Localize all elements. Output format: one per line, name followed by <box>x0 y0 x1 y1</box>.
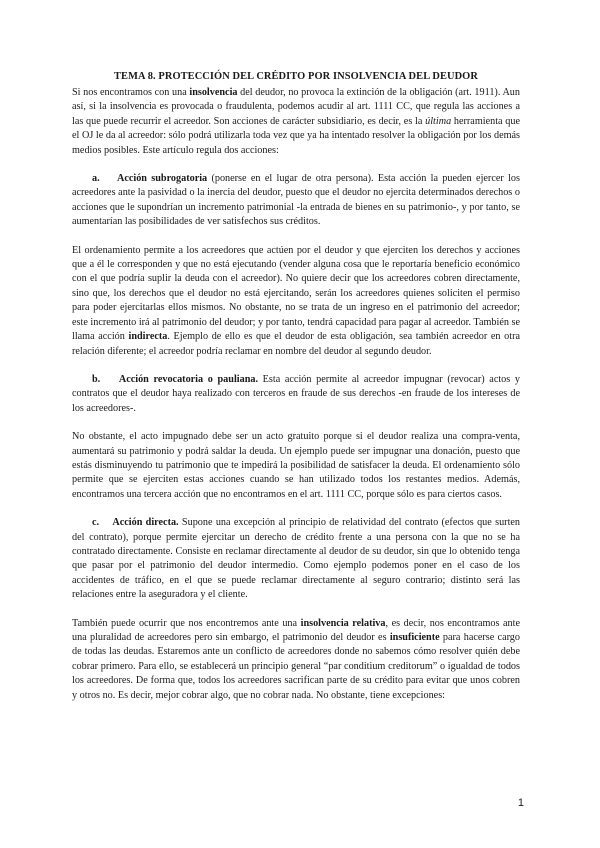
section-a-paragraph <box>72 172 520 230</box>
section-b-paragraph <box>72 373 520 416</box>
text-run: . Ejemplo de ello es que el deudor de esta obligación, sea también acreedor en otra relación diferente; el acreedor podría reclamar en nombre del deudor al segundo deudor. <box>72 331 520 357</box>
bold-term: insolvencia <box>189 87 238 98</box>
text-run: , es decir, nos encontramos ante una pluralidad de acreedores pero sin embargo, el patrimonio del deudor es <box>72 617 521 643</box>
text-run: Esta acción permite al acreedor impugnar (revocar) actos y contratos que el deudor haya realizado con terceros en fraude de sus derechos -en fraude de los intereses de los acreedores-. <box>72 373 520 414</box>
italic-term: última <box>425 115 452 127</box>
text-run: El ordenamiento permite a los acreedores que actúen por el deudor y que ejerciten los derechos y acciones que a él le corresponden y que no está ejecutando (vender alguna cosa que le reportaría beneficio económico con el que podría suplir la deuda con el acreedor). No quiere decir que los acreedores cobren directamente, sino que, los derechos que el deudor no está ejercitando, serán los acreedores quienes soliciten el permiso para poder ejercitarlas ellos mismos. No obstante, no se trata de un ingreso en el patrimonio del acreedor; este incremento irá al patrimonio del deudor; y por tanto, tendrá capacidad para pagar al acreedor. También se llama acción <box>72 244 520 343</box>
text-run: (ponerse en el lugar de otra persona). Esta acción la pueden ejercer los acreedores ante la pasividad o la inercia del deudor, puesto que el deudor no ejercita determinados derechos o acciones que le supondrían un incremento patrimonial -la entrada de bienes en su patrimonio-, y por tanto, se aumentarían las posibilidades de ver satisfechos sus créditos. <box>72 173 520 228</box>
page-number: 1 <box>517 797 524 809</box>
text-run: para hacerse cargo de todas las deudas. Estaremos ante un conflicto de acreedores donde no sabemos cómo resolver quién debe cobrar primero. Para ello, se establecerá un principio general “par conditium creditorum” o igualdad de todos los acreedores. De forma que, todos los acreedores sacrifican parte de su crédito para evitar que unos cobren y otros no. Es decir, mejor cobrar algo, que no cobrar nada. No obstante, tiene excepciones: <box>72 632 520 701</box>
section-heading: Acción revocatoria o pauliana. <box>118 373 259 385</box>
list-marker: c. <box>92 517 100 529</box>
bold-term: indirecta <box>128 331 168 343</box>
page-title: TEMA 8. PROTECCIÓN DEL CRÉDITO POR INSOLVENCIA DEL DEUDOR <box>114 71 478 82</box>
text-run: herramienta que el OJ le da al acreedor: sólo podrá utilizarla toda vez que ya ha intentado resolver la obligación por los demás medios posibles. Este artículo regula dos acciones: <box>72 115 520 156</box>
intro-paragraph <box>72 86 520 158</box>
noobstante-paragraph: No obstante, el acto impugnado debe ser un acto gratuito porque si el deudor realiza una compra-venta, aumentará su patrimonio y podrá saldar la deuda. Un ejemplo puede ser impugnar una donación, puesto que estás disminuyendo tu patrimonio que te impedirá la posibilidad de satisfacer la deuda. El ordenamiento sólo permite que se ejerciten estas acciones cuando se han utilizado todos los restantes medios. Además, encontramos una tercera acción que no encontramos en el art. 1111 CC, porque sólo es para ciertos casos. <box>72 431 520 500</box>
text-run: Supone una excepción al principio de relatividad del contrato (efectos que surten del contrato), porque permite ejercitar un derecho de crédito frente a una persona con la que no se ha contratado directamente. Consiste en reclamar directamente al deudor de su deudor, sin que lo obtenido tenga que pasar por el patrimonio del deudor intermedio. Como ejemplo podemos poner en el caso de los accidentes de tráfico, en el que se puede reclamar directamente al seguro contrario; distinto será las relaciones entre la aseguradora y el cliente. <box>72 517 521 601</box>
text-run: Si nos encontramos con una <box>72 87 190 98</box>
tambien-paragraph <box>72 617 520 703</box>
list-marker: a. <box>92 173 100 185</box>
list-marker: b. <box>92 373 101 385</box>
bold-term: insolvencia relativa <box>300 617 386 629</box>
ordenamiento-paragraph <box>72 244 520 359</box>
section-heading: Acción subrogatoria <box>116 173 208 185</box>
text-run: También puede ocurrir que nos encontremos ante una <box>72 617 301 629</box>
bold-term: insuficiente <box>389 632 440 643</box>
section-heading: Acción directa. <box>112 517 179 529</box>
text-run: del deudor, no provoca la extinción de la obligación (art. 1911). Aun así, si la insolvencia es provocada o fraudulenta, podemos acudir al art. 1111 CC, que regula las acciones a las que puede recurrir el acreedor. Son acciones de carácter subsidiario, es decir, es la <box>72 87 520 127</box>
section-c-paragraph <box>72 516 520 602</box>
